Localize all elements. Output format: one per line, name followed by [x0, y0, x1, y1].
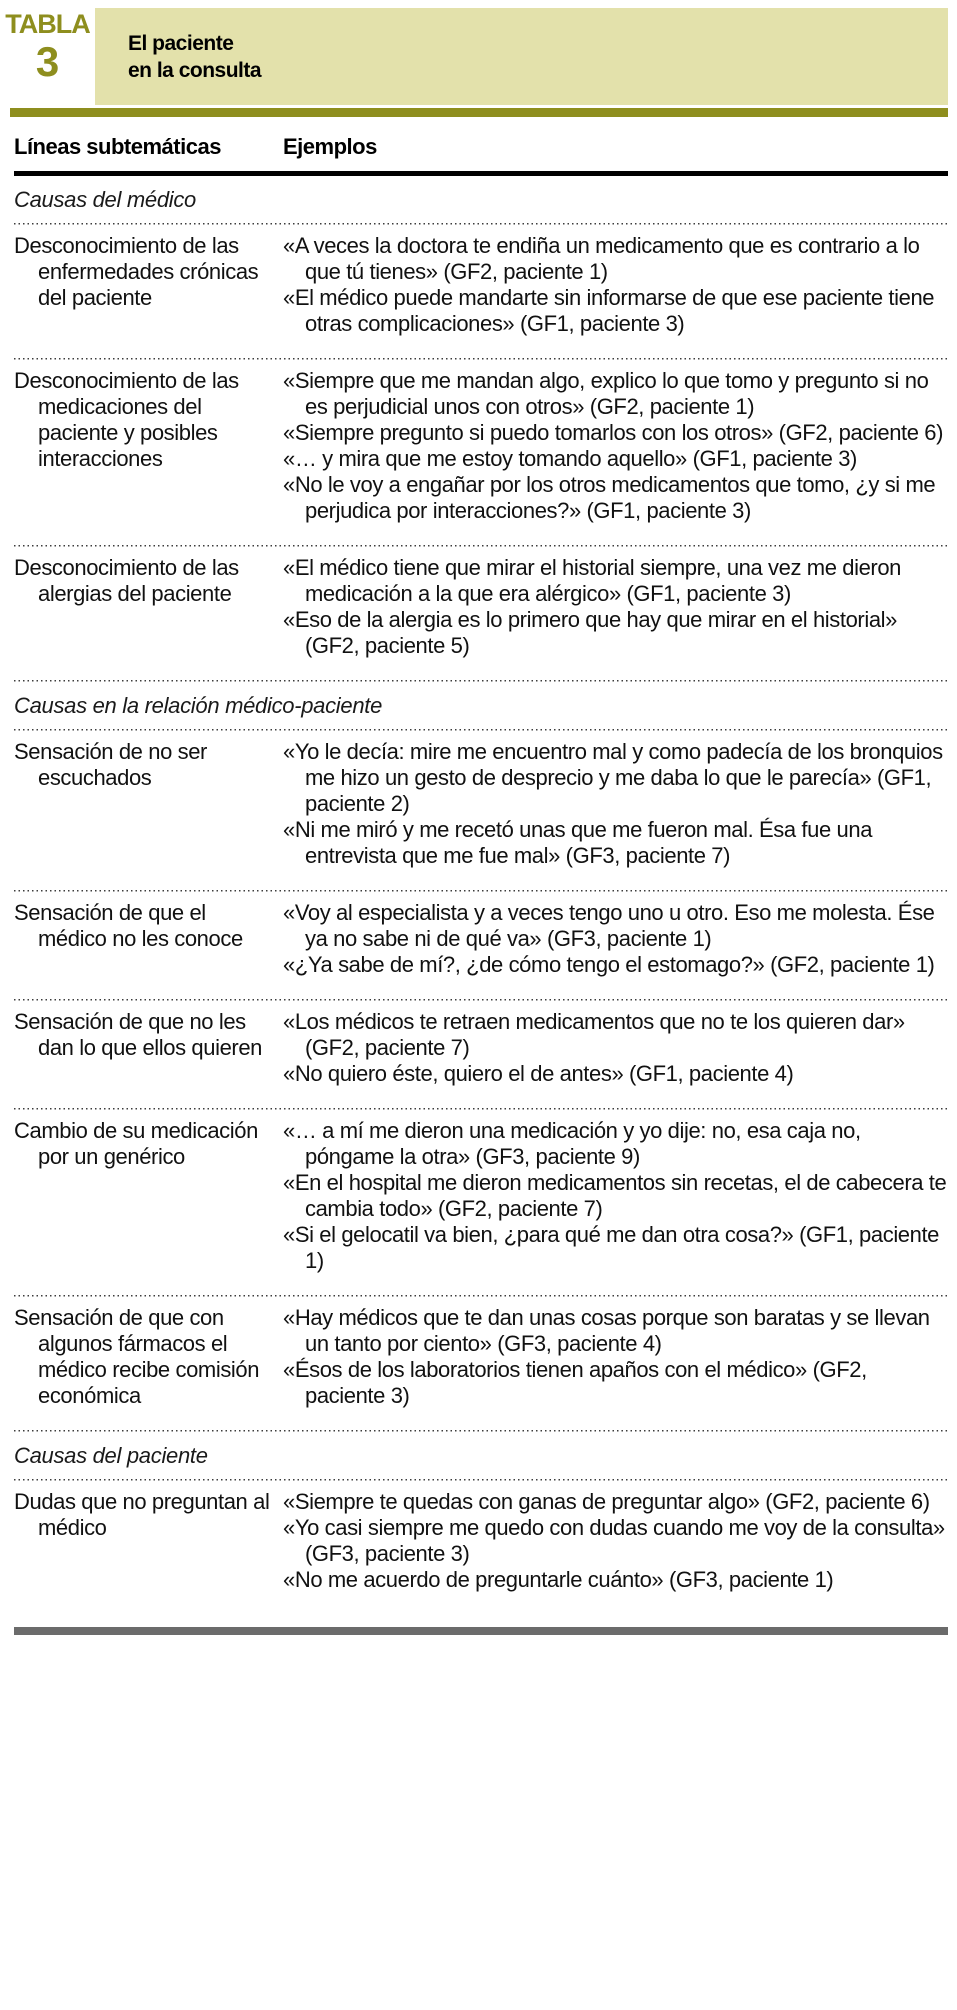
examples-cell: [283, 1489, 948, 1593]
table-title-line-1: El paciente: [128, 31, 234, 55]
examples-cell: [283, 900, 948, 978]
table-row: [14, 225, 948, 358]
table-row: [14, 1110, 948, 1295]
example-quote: «Yo le decía: mire me encuentro mal y como padecía de los bronquios me hizo un gesto de desprecio y me daba lo que le parecía» (GF1, paciente 2): [283, 739, 943, 816]
examples-cell: [283, 368, 948, 524]
example-quote: «No me acuerdo de preguntarle cuánto» (GF3, paciente 1): [283, 1567, 834, 1592]
table-row: [14, 360, 948, 545]
example-quote: «Siempre pregunto si puedo tomarlos con los otros» (GF2, paciente 6): [283, 420, 944, 445]
section-heading: Causas en la relación médico-paciente: [14, 693, 383, 718]
example-quote: «Los médicos te retraen medicamentos que no te los quieren dar» (GF2, paciente 7): [283, 1009, 905, 1060]
table-row: [14, 1297, 948, 1430]
example-quote: «El médico puede mandarte sin informarse de que ese paciente tiene otras complicaciones» (GF1, paciente 3): [283, 285, 935, 336]
subtheme-cell: Desconocimiento de las medicaciones del paciente y posibles interacciones: [14, 368, 239, 471]
subtheme-cell: Cambio de su medicación por un genérico: [14, 1118, 258, 1169]
column-header-examples: Ejemplos: [283, 134, 377, 159]
subtheme-cell: Sensación de que el médico no les conoce: [14, 900, 243, 951]
table-masthead: [0, 0, 957, 105]
example-quote: «Ni me miró y me recetó unas que me fueron mal. Ésa fue una entrevista que me fue mal» (GF3, paciente 7): [283, 817, 873, 868]
example-quote: «No le voy a engañar por los otros medicamentos que tomo, ¿y si me perjudica por interacciones?» (GF1, paciente 3): [283, 472, 936, 523]
subtheme-cell: Desconocimiento de las alergias del paciente: [14, 555, 239, 606]
examples-cell: [283, 739, 948, 869]
subtheme-cell: Sensación de que no les dan lo que ellos quieren: [14, 1009, 263, 1060]
table-body: [14, 176, 948, 1614]
column-header-subthemes: Líneas subtemáticas: [14, 134, 221, 159]
table-row: [14, 892, 948, 999]
table-number: 3: [35, 37, 60, 85]
table-bottom-bar: [14, 1627, 948, 1635]
subtheme-cell: Dudas que no preguntan al médico: [14, 1489, 270, 1540]
subtheme-cell: Sensación de no ser escuchados: [14, 739, 207, 790]
table-row: [14, 547, 948, 680]
example-quote: «… y mira que me estoy tomando aquello» (GF1, paciente 3): [283, 446, 857, 471]
example-quote: «Voy al especialista y a veces tengo uno u otro. Eso me molesta. Ése ya no sabe ni de qué va» (GF3, paciente 1): [283, 900, 935, 951]
table-title-line-2: en la consulta: [128, 58, 262, 82]
example-quote: «Hay médicos que te dan unas cosas porque son baratas y se llevan un tanto por ciento» (GF3, paciente 4): [283, 1305, 930, 1356]
accent-bar: [10, 108, 948, 117]
table-row: [14, 731, 948, 890]
section-heading: Causas del médico: [14, 187, 196, 212]
subtheme-cell: Desconocimiento de las enfermedades crónicas del paciente: [14, 233, 259, 310]
subtheme-cell: Sensación de que con algunos fármacos el médico recibe comisión económica: [14, 1305, 260, 1408]
examples-cell: [283, 555, 948, 659]
table-badge: [0, 8, 95, 105]
example-quote: «Siempre te quedas con ganas de preguntar algo» (GF2, paciente 6): [283, 1489, 930, 1514]
examples-cell: [283, 1118, 948, 1274]
example-quote: «Siempre que me mandan algo, explico lo que tomo y pregunto si no es perjudicial unos con otros» (GF2, paciente 1): [283, 368, 929, 419]
table-row: [14, 1001, 948, 1108]
examples-cell: [283, 1305, 948, 1409]
table-title: [95, 8, 948, 105]
table-label: TABLA: [5, 9, 90, 39]
example-quote: «No quiero éste, quiero el de antes» (GF1, paciente 4): [283, 1061, 794, 1086]
example-quote: «Yo casi siempre me quedo con dudas cuando me voy de la consulta» (GF3, paciente 3): [283, 1515, 945, 1566]
example-quote: «¿Ya sabe de mí?, ¿de cómo tengo el estomago?» (GF2, paciente 1): [283, 952, 935, 977]
examples-cell: [283, 233, 948, 337]
example-quote: «Eso de la alergia es lo primero que hay que mirar en el historial» (GF2, paciente 5): [283, 607, 897, 658]
examples-cell: [283, 1009, 948, 1087]
table-content: [0, 117, 957, 1635]
example-quote: «El médico tiene que mirar el historial siempre, una vez me dieron medicación a la que era alérgico» (GF1, paciente 3): [283, 555, 902, 606]
example-quote: «Si el gelocatil va bien, ¿para qué me dan otra cosa?» (GF1, paciente 1): [283, 1222, 940, 1273]
example-quote: «En el hospital me dieron medicamentos sin recetas, el de cabecera te cambia todo» (GF2, paciente 7): [283, 1170, 947, 1221]
example-quote: «Ésos de los laboratorios tienen apaños con el médico» (GF2, paciente 3): [283, 1357, 867, 1408]
table-row: [14, 1481, 948, 1614]
column-headers: [14, 117, 948, 171]
section-heading: Causas del paciente: [14, 1443, 208, 1468]
example-quote: «A veces la doctora te endiña un medicamento que es contrario a lo que tú tienes» (GF2, paciente 1): [283, 233, 920, 284]
example-quote: «… a mí me dieron una medicación y yo dije: no, esa caja no, póngame la otra» (GF3, paciente 9): [283, 1118, 861, 1169]
